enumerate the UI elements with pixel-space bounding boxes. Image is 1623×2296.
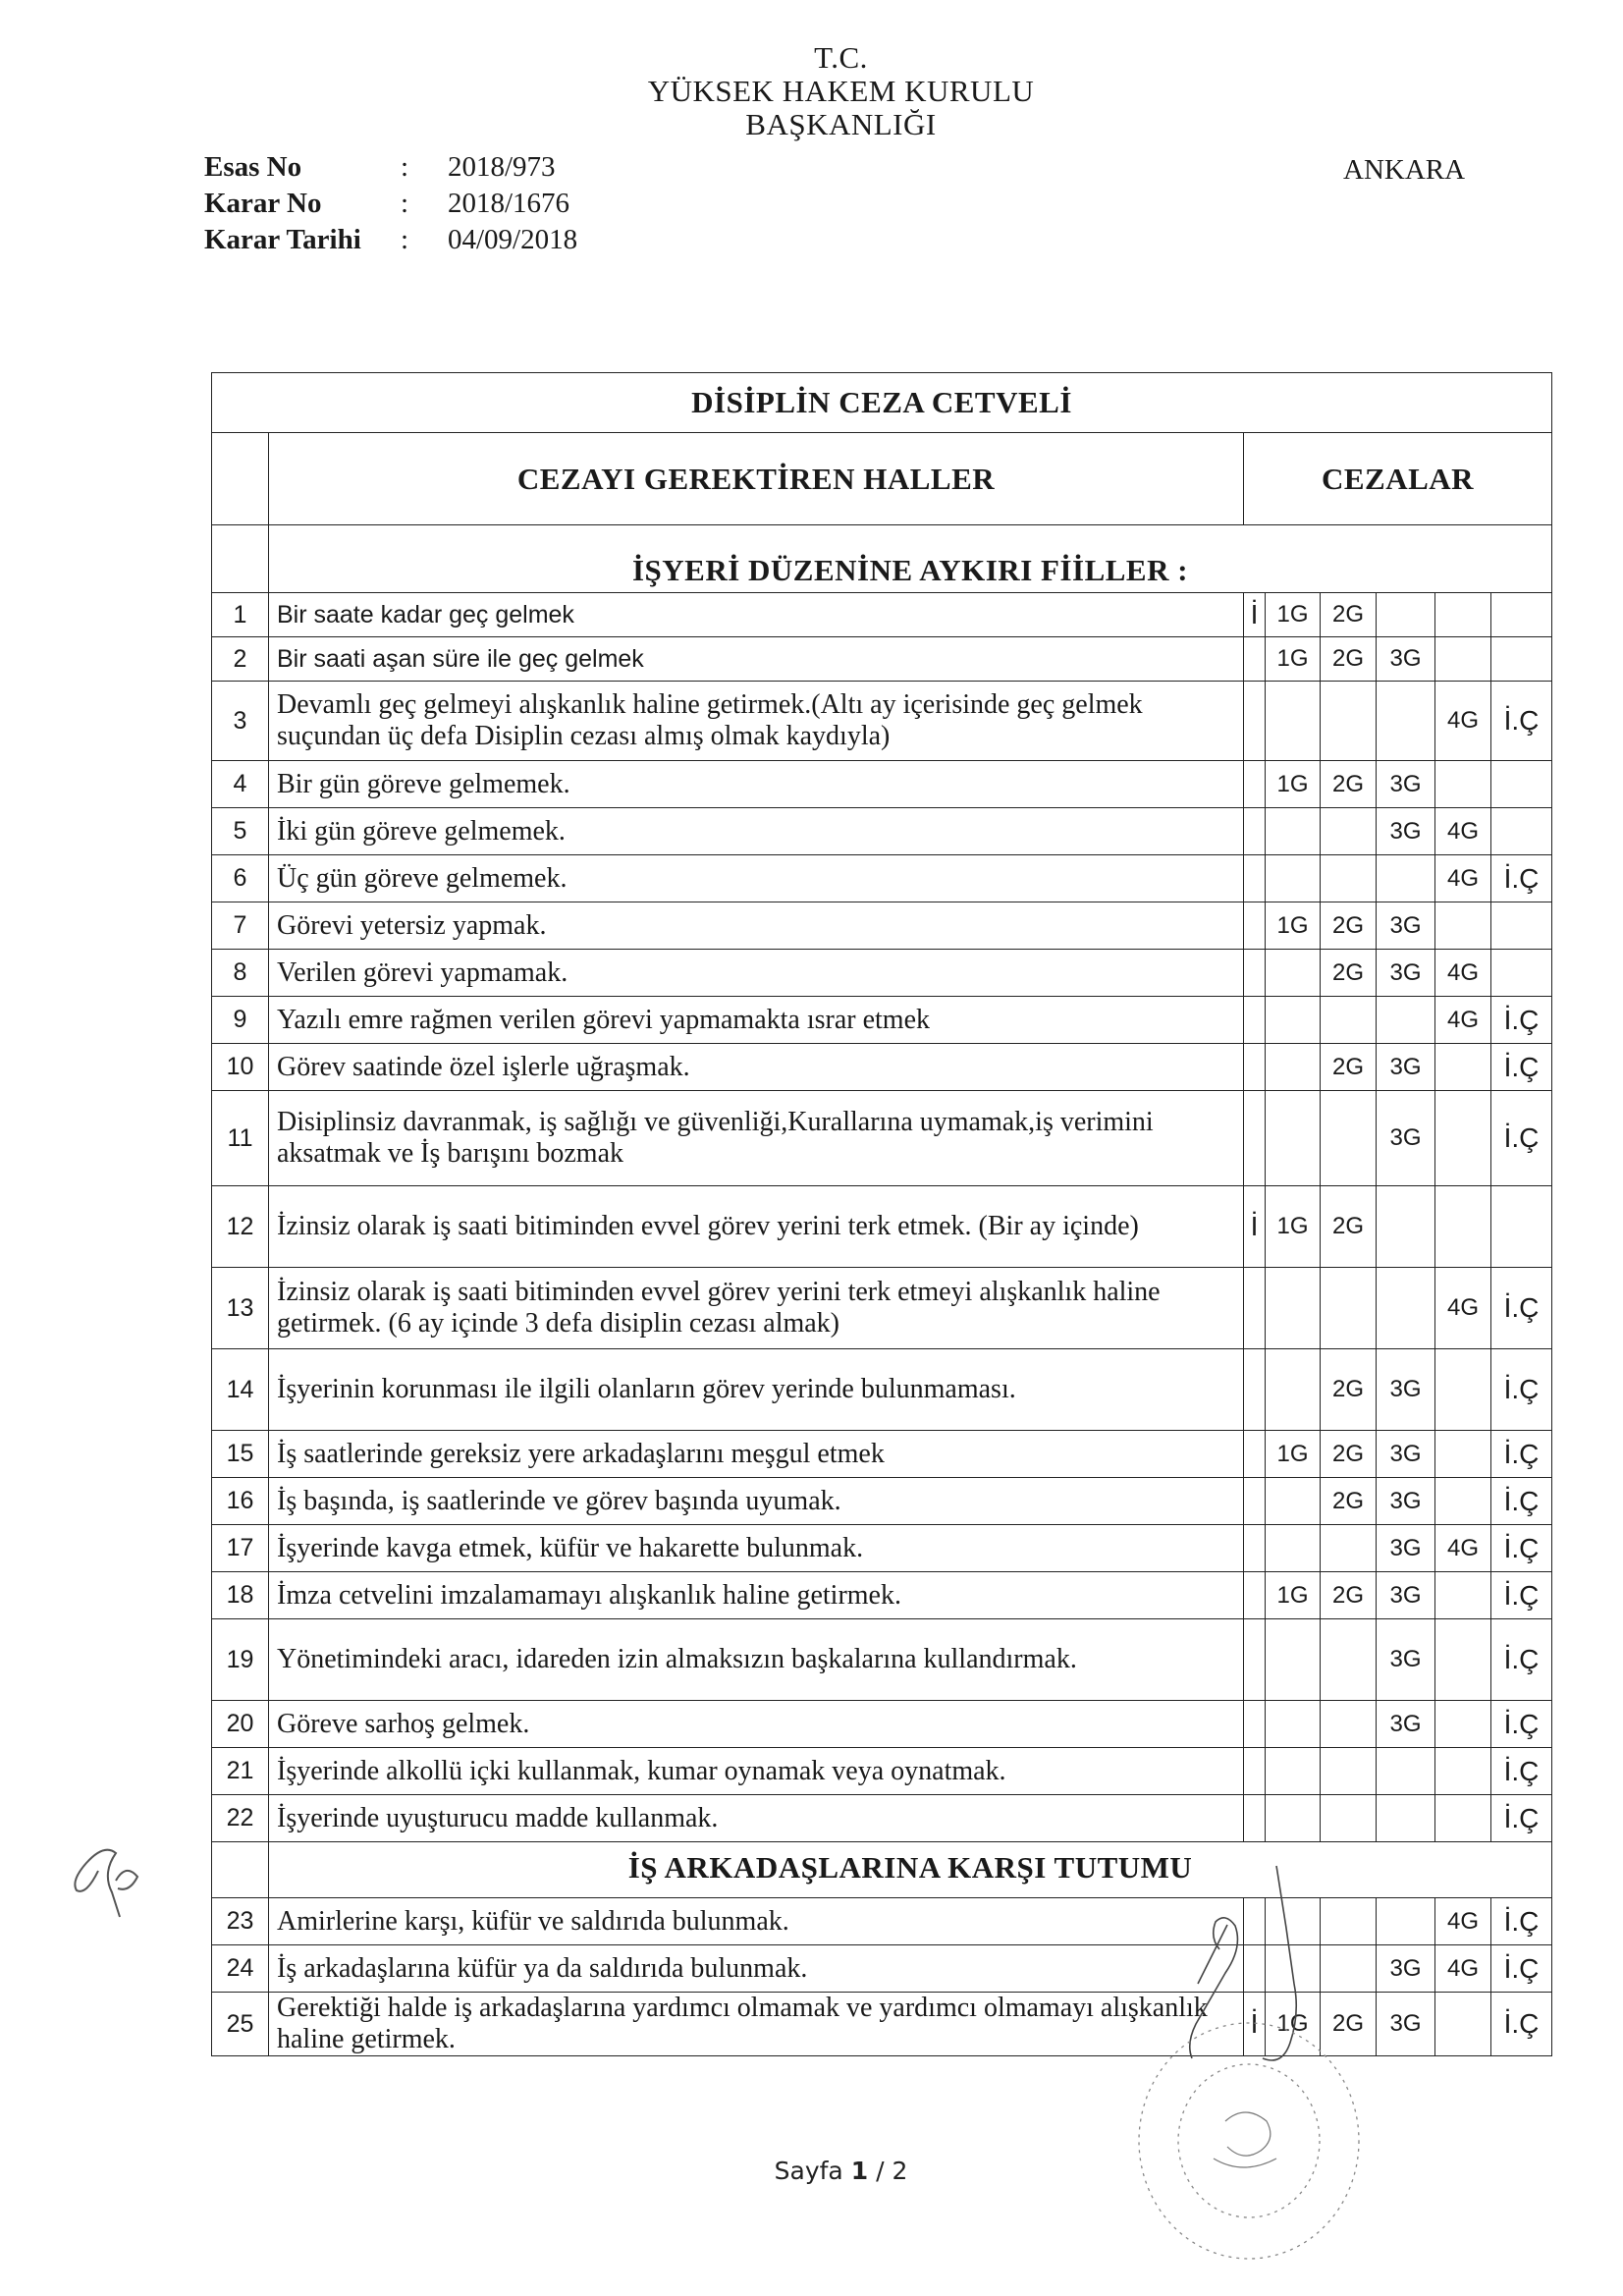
penalty-cell: İ.Ç	[1491, 1572, 1552, 1619]
penalty-cell	[1266, 1091, 1321, 1186]
penalty-cell	[1266, 1525, 1321, 1572]
table-row	[212, 1525, 1552, 1572]
penalty-cell	[1244, 1619, 1266, 1701]
offence-text: Bir saate kadar geç gelmek	[269, 593, 1244, 637]
penalty-cell	[1435, 1619, 1491, 1701]
penalty-cell	[1244, 902, 1266, 950]
penalty-cell	[1435, 1993, 1491, 2056]
penalty-cell	[1435, 593, 1491, 637]
penalty-cell: İ.Ç	[1491, 1945, 1552, 1993]
penalty-cell: 2G	[1321, 1431, 1377, 1478]
penalty-cell	[1435, 637, 1491, 682]
row-number: 1	[212, 593, 269, 637]
penalty-cell: 3G	[1377, 950, 1435, 997]
offence-text: İmza cetvelini imzalamamayı alışkanlık haline getirmek.	[269, 1572, 1244, 1619]
penalty-cell: 3G	[1377, 1349, 1435, 1431]
row-number: 24	[212, 1945, 269, 1993]
penalty-cell	[1266, 808, 1321, 855]
penalty-cell: 3G	[1377, 1572, 1435, 1619]
penalty-cell	[1321, 808, 1377, 855]
penalty-cell	[1266, 1349, 1321, 1431]
section-blank-cell	[212, 1842, 269, 1898]
penalty-cell	[1491, 950, 1552, 997]
penalty-cell	[1244, 1268, 1266, 1349]
penalty-cell: İ.Ç	[1491, 682, 1552, 761]
official-stamp	[1139, 2023, 1359, 2259]
penalty-cell	[1435, 1186, 1491, 1268]
offence-text: İş saatlerinde gereksiz yere arkadaşlarını meşgul etmek	[269, 1431, 1244, 1478]
offence-text: Yazılı emre rağmen verilen görevi yapmamakta ısrar etmek	[269, 997, 1244, 1044]
penalty-cell	[1321, 1945, 1377, 1993]
row-number: 18	[212, 1572, 269, 1619]
penalty-cell	[1244, 1572, 1266, 1619]
penalty-cell	[1435, 1748, 1491, 1795]
penalty-cell: 1G	[1266, 1431, 1321, 1478]
meta-value: 2018/973	[448, 151, 556, 183]
offence-text: İş başında, iş saatlerinde ve görev başında uyumak.	[269, 1478, 1244, 1525]
table-row	[212, 997, 1552, 1044]
penalty-cell	[1321, 1268, 1377, 1349]
header-line-tc: T.C.	[814, 40, 868, 75]
penalty-cell	[1491, 902, 1552, 950]
offence-text: İşyerinde kavga etmek, küfür ve hakarette bulunmak.	[269, 1525, 1244, 1572]
penalty-cell: 2G	[1321, 1044, 1377, 1091]
meta-row-esas	[204, 149, 577, 186]
offence-text: Yönetimindeki aracı, idareden izin almaksızın başkalarına kullandırmak.	[269, 1619, 1244, 1701]
row-number: 2	[212, 637, 269, 682]
penalty-cell	[1266, 997, 1321, 1044]
header-blank-cell	[212, 433, 269, 525]
penalty-cell	[1377, 1898, 1435, 1945]
table-row	[212, 1945, 1552, 1993]
penalty-cell	[1377, 997, 1435, 1044]
penalty-cell	[1435, 1572, 1491, 1619]
penalty-cell	[1244, 855, 1266, 902]
penalty-cell: 4G	[1435, 855, 1491, 902]
row-number: 14	[212, 1349, 269, 1431]
penalty-cell: 4G	[1435, 1268, 1491, 1349]
penalty-cell: İ.Ç	[1491, 1619, 1552, 1701]
penalty-cell	[1377, 1186, 1435, 1268]
section-row	[212, 1842, 1552, 1898]
penalty-cell	[1244, 1525, 1266, 1572]
penalty-cell	[1266, 1898, 1321, 1945]
penalty-cell: 1G	[1266, 902, 1321, 950]
penalty-cell	[1244, 1091, 1266, 1186]
penalty-cell: 4G	[1435, 1525, 1491, 1572]
table-row	[212, 1572, 1552, 1619]
section-title-colleagues: İŞ ARKADAŞLARINA KARŞI TUTUMU	[269, 1842, 1552, 1898]
offence-text: Üç gün göreve gelmemek.	[269, 855, 1244, 902]
row-number: 25	[212, 1993, 269, 2056]
meta-value: 04/09/2018	[448, 224, 578, 255]
row-number: 10	[212, 1044, 269, 1091]
meta-row-tarih	[204, 222, 577, 258]
offence-text: Devamlı geç gelmeyi alışkanlık haline getirmek.(Altı ay içerisinde geç gelmek suçundan üç defa Disiplin cezası almış olmak kaydıyla)	[269, 682, 1244, 761]
penalty-cell: 3G	[1377, 1431, 1435, 1478]
row-number: 9	[212, 997, 269, 1044]
table-title: DİSİPLİN CEZA CETVELİ	[212, 373, 1552, 433]
offence-text: İş arkadaşlarına küfür ya da saldırıda bulunmak.	[269, 1945, 1244, 1993]
penalty-cell	[1244, 1349, 1266, 1431]
penalty-cell	[1266, 682, 1321, 761]
meta-key: Karar Tarihi	[204, 224, 361, 255]
offence-text: İzinsiz olarak iş saati bitiminden evvel görev yerini terk etmeyi alışkanlık haline getirmek. (6 ay içinde 3 defa disiplin cezası almak)	[269, 1268, 1244, 1349]
penalty-cell: 3G	[1377, 1945, 1435, 1993]
header-line-committee: YÜKSEK HAKEM KURULU	[647, 74, 1035, 108]
penalty-cell	[1266, 1795, 1321, 1842]
row-number: 8	[212, 950, 269, 997]
penalty-cell	[1244, 682, 1266, 761]
penalty-cell	[1377, 682, 1435, 761]
section-row	[212, 525, 1552, 593]
penalty-cell	[1435, 1349, 1491, 1431]
offence-text: İşyerinin korunması ile ilgili olanların görev yerinde bulunmaması.	[269, 1349, 1244, 1431]
penalty-cell	[1244, 997, 1266, 1044]
penalty-cell: İ.Ç	[1491, 855, 1552, 902]
penalty-cell: 2G	[1321, 761, 1377, 808]
penalty-cell	[1244, 1701, 1266, 1748]
penalty-cell: 3G	[1377, 1525, 1435, 1572]
penalty-cell: 4G	[1435, 997, 1491, 1044]
meta-colon: :	[401, 188, 409, 219]
meta-value: 2018/1676	[448, 188, 570, 219]
row-number: 3	[212, 682, 269, 761]
penalty-cell: İ.Ç	[1491, 1898, 1552, 1945]
penalty-cell: İ.Ç	[1491, 1044, 1552, 1091]
penalty-cell: İ.Ç	[1491, 1431, 1552, 1478]
row-number: 19	[212, 1619, 269, 1701]
penalty-cell: 3G	[1377, 761, 1435, 808]
row-number: 16	[212, 1478, 269, 1525]
penalty-cell	[1266, 1945, 1321, 1993]
penalty-cell	[1244, 1431, 1266, 1478]
penalty-cell: 1G	[1266, 761, 1321, 808]
row-number: 11	[212, 1091, 269, 1186]
penalty-cell: 2G	[1321, 1349, 1377, 1431]
section-title-workplace: İŞYERİ DÜZENİNE AYKIRI FİİLLER :	[269, 525, 1552, 593]
penalty-cell: 4G	[1435, 1945, 1491, 1993]
penalty-cell	[1321, 1701, 1377, 1748]
penalty-cell: 2G	[1321, 1572, 1377, 1619]
penalty-cell: 2G	[1321, 1993, 1377, 2056]
penalty-cell	[1321, 1619, 1377, 1701]
penalty-cell	[1244, 808, 1266, 855]
penalty-cell: 4G	[1435, 1898, 1491, 1945]
page-footer	[0, 2157, 1623, 2185]
discipline-penalty-table	[211, 372, 1552, 2056]
penalty-cell	[1244, 950, 1266, 997]
penalty-cell	[1321, 1525, 1377, 1572]
table-row	[212, 950, 1552, 997]
penalty-cell: İ.Ç	[1491, 1349, 1552, 1431]
row-number: 21	[212, 1748, 269, 1795]
penalty-cell	[1321, 682, 1377, 761]
header-offences: CEZAYI GEREKTİREN HALLER	[269, 433, 1244, 525]
penalty-cell	[1435, 1795, 1491, 1842]
penalty-cell	[1435, 1431, 1491, 1478]
table-row	[212, 1349, 1552, 1431]
penalty-cell	[1435, 1091, 1491, 1186]
penalty-cell	[1435, 902, 1491, 950]
table-row	[212, 682, 1552, 761]
offence-text: İki gün göreve gelmemek.	[269, 808, 1244, 855]
table-row	[212, 1044, 1552, 1091]
penalty-cell: 3G	[1377, 1044, 1435, 1091]
penalty-cell	[1244, 761, 1266, 808]
penalty-cell: İ.Ç	[1491, 997, 1552, 1044]
penalty-cell: 1G	[1266, 1572, 1321, 1619]
penalty-cell: İ	[1244, 593, 1266, 637]
penalty-cell	[1377, 855, 1435, 902]
table-row	[212, 1186, 1552, 1268]
penalty-cell	[1321, 1795, 1377, 1842]
table-row	[212, 761, 1552, 808]
table-row	[212, 1993, 1552, 2056]
penalty-cell	[1377, 1795, 1435, 1842]
penalty-cell: İ	[1244, 1993, 1266, 2056]
penalty-cell	[1244, 1945, 1266, 1993]
penalty-cell: İ	[1244, 1186, 1266, 1268]
penalty-cell	[1244, 1795, 1266, 1842]
penalty-cell	[1321, 1091, 1377, 1186]
penalty-cell	[1266, 1478, 1321, 1525]
penalty-cell	[1266, 1268, 1321, 1349]
penalty-cell: 3G	[1377, 1091, 1435, 1186]
penalty-cell	[1244, 1478, 1266, 1525]
offence-text: Görevi yetersiz yapmak.	[269, 902, 1244, 950]
penalty-cell: 3G	[1377, 808, 1435, 855]
penalty-cell	[1321, 1898, 1377, 1945]
penalty-cell	[1435, 1701, 1491, 1748]
penalty-cell	[1491, 593, 1552, 637]
table-row	[212, 808, 1552, 855]
penalty-cell: 4G	[1435, 808, 1491, 855]
offence-text: Gerektiği halde iş arkadaşlarına yardımcı olmamak ve yardımcı olmamayı alışkanlık haline getirmek.	[269, 1993, 1244, 2056]
row-number: 23	[212, 1898, 269, 1945]
offence-text: Verilen görevi yapmamak.	[269, 950, 1244, 997]
offence-text: Amirlerine karşı, küfür ve saldırıda bulunmak.	[269, 1898, 1244, 1945]
penalty-cell: İ.Ç	[1491, 1525, 1552, 1572]
penalty-cell: 3G	[1377, 1478, 1435, 1525]
table-row	[212, 1701, 1552, 1748]
penalty-cell	[1377, 1748, 1435, 1795]
header-penalties: CEZALAR	[1244, 433, 1552, 525]
penalty-cell: 1G	[1266, 637, 1321, 682]
row-number: 6	[212, 855, 269, 902]
case-metadata	[204, 149, 577, 258]
institution-header	[0, 41, 1623, 141]
offence-text: İzinsiz olarak iş saati bitiminden evvel görev yerini terk etmek. (Bir ay içinde)	[269, 1186, 1244, 1268]
offence-text: Disiplinsiz davranmak, iş sağlığı ve güvenliği,Kurallarına uymamak,iş verimini aksatmak ve İş barışını bozmak	[269, 1091, 1244, 1186]
meta-colon: :	[401, 151, 409, 183]
offence-text: Göreve sarhoş gelmek.	[269, 1701, 1244, 1748]
penalty-cell	[1491, 1186, 1552, 1268]
penalty-cell: İ.Ç	[1491, 1993, 1552, 2056]
penalty-cell	[1266, 855, 1321, 902]
penalty-cell: 2G	[1321, 593, 1377, 637]
offence-text: Görev saatinde özel işlerle uğraşmak.	[269, 1044, 1244, 1091]
footer-total: 2	[892, 2157, 908, 2185]
table-row	[212, 637, 1552, 682]
penalty-cell	[1266, 1701, 1321, 1748]
meta-key: Karar No	[204, 188, 322, 219]
city-label: ANKARA	[1343, 154, 1466, 186]
penalty-cell: 3G	[1377, 1701, 1435, 1748]
section-blank-cell	[212, 525, 269, 593]
penalty-cell: 1G	[1266, 1186, 1321, 1268]
penalty-cell: 3G	[1377, 1619, 1435, 1701]
row-number: 22	[212, 1795, 269, 1842]
footer-sep: /	[876, 2157, 885, 2185]
row-number: 13	[212, 1268, 269, 1349]
table-row	[212, 1795, 1552, 1842]
penalty-cell: İ.Ç	[1491, 1795, 1552, 1842]
penalty-cell	[1491, 808, 1552, 855]
table-header-row	[212, 433, 1552, 525]
meta-colon: :	[401, 224, 409, 255]
penalty-cell	[1491, 761, 1552, 808]
penalty-cell	[1244, 1748, 1266, 1795]
offence-text: Bir saati aşan süre ile geç gelmek	[269, 637, 1244, 682]
row-number: 4	[212, 761, 269, 808]
row-number: 5	[212, 808, 269, 855]
penalty-cell: 3G	[1377, 637, 1435, 682]
penalty-cell	[1266, 1619, 1321, 1701]
table-row	[212, 1478, 1552, 1525]
penalty-cell: 4G	[1435, 682, 1491, 761]
offence-text: İşyerinde alkollü içki kullanmak, kumar oynamak veya oynatmak.	[269, 1748, 1244, 1795]
row-number: 15	[212, 1431, 269, 1478]
offence-text: İşyerinde uyuşturucu madde kullanmak.	[269, 1795, 1244, 1842]
penalty-cell: 4G	[1435, 950, 1491, 997]
table-row	[212, 902, 1552, 950]
penalty-cell: 3G	[1377, 902, 1435, 950]
penalty-cell	[1266, 950, 1321, 997]
table-row	[212, 1898, 1552, 1945]
table-row	[212, 1431, 1552, 1478]
table-row	[212, 855, 1552, 902]
penalty-cell: 2G	[1321, 1478, 1377, 1525]
penalty-cell	[1435, 761, 1491, 808]
penalty-cell	[1244, 637, 1266, 682]
penalty-cell: 3G	[1377, 1993, 1435, 2056]
penalty-cell: İ.Ç	[1491, 1748, 1552, 1795]
row-number: 17	[212, 1525, 269, 1572]
table-row	[212, 1268, 1552, 1349]
row-number: 12	[212, 1186, 269, 1268]
table-row	[212, 593, 1552, 637]
margin-initials	[75, 1850, 137, 1917]
table-title-row	[212, 373, 1552, 433]
penalty-cell: İ.Ç	[1491, 1701, 1552, 1748]
row-number: 20	[212, 1701, 269, 1748]
offence-text: Bir gün göreve gelmemek.	[269, 761, 1244, 808]
table-row	[212, 1619, 1552, 1701]
meta-key: Esas No	[204, 151, 302, 183]
penalty-cell: 2G	[1321, 902, 1377, 950]
penalty-cell	[1321, 1748, 1377, 1795]
penalty-cell	[1266, 1748, 1321, 1795]
penalty-cell	[1435, 1478, 1491, 1525]
penalty-cell	[1244, 1898, 1266, 1945]
table-row	[212, 1091, 1552, 1186]
penalty-cell: İ.Ç	[1491, 1268, 1552, 1349]
penalty-cell	[1435, 1044, 1491, 1091]
penalty-cell	[1321, 997, 1377, 1044]
penalty-cell: 2G	[1321, 1186, 1377, 1268]
penalty-cell: 1G	[1266, 1993, 1321, 2056]
penalty-cell	[1266, 1044, 1321, 1091]
penalty-cell	[1244, 1044, 1266, 1091]
row-number: 7	[212, 902, 269, 950]
penalty-cell	[1491, 637, 1552, 682]
footer-label: Sayfa	[774, 2157, 843, 2185]
penalty-cell: 2G	[1321, 950, 1377, 997]
table-row	[212, 1748, 1552, 1795]
penalty-cell: İ.Ç	[1491, 1478, 1552, 1525]
header-line-presidency: BAŞKANLIĞI	[745, 107, 937, 141]
meta-row-karar	[204, 186, 577, 222]
footer-page: 1	[850, 2157, 869, 2185]
penalty-cell: İ.Ç	[1491, 1091, 1552, 1186]
penalty-cell	[1377, 1268, 1435, 1349]
penalty-cell	[1377, 593, 1435, 637]
penalty-cell: 2G	[1321, 637, 1377, 682]
penalty-cell	[1321, 855, 1377, 902]
penalty-cell: 1G	[1266, 593, 1321, 637]
